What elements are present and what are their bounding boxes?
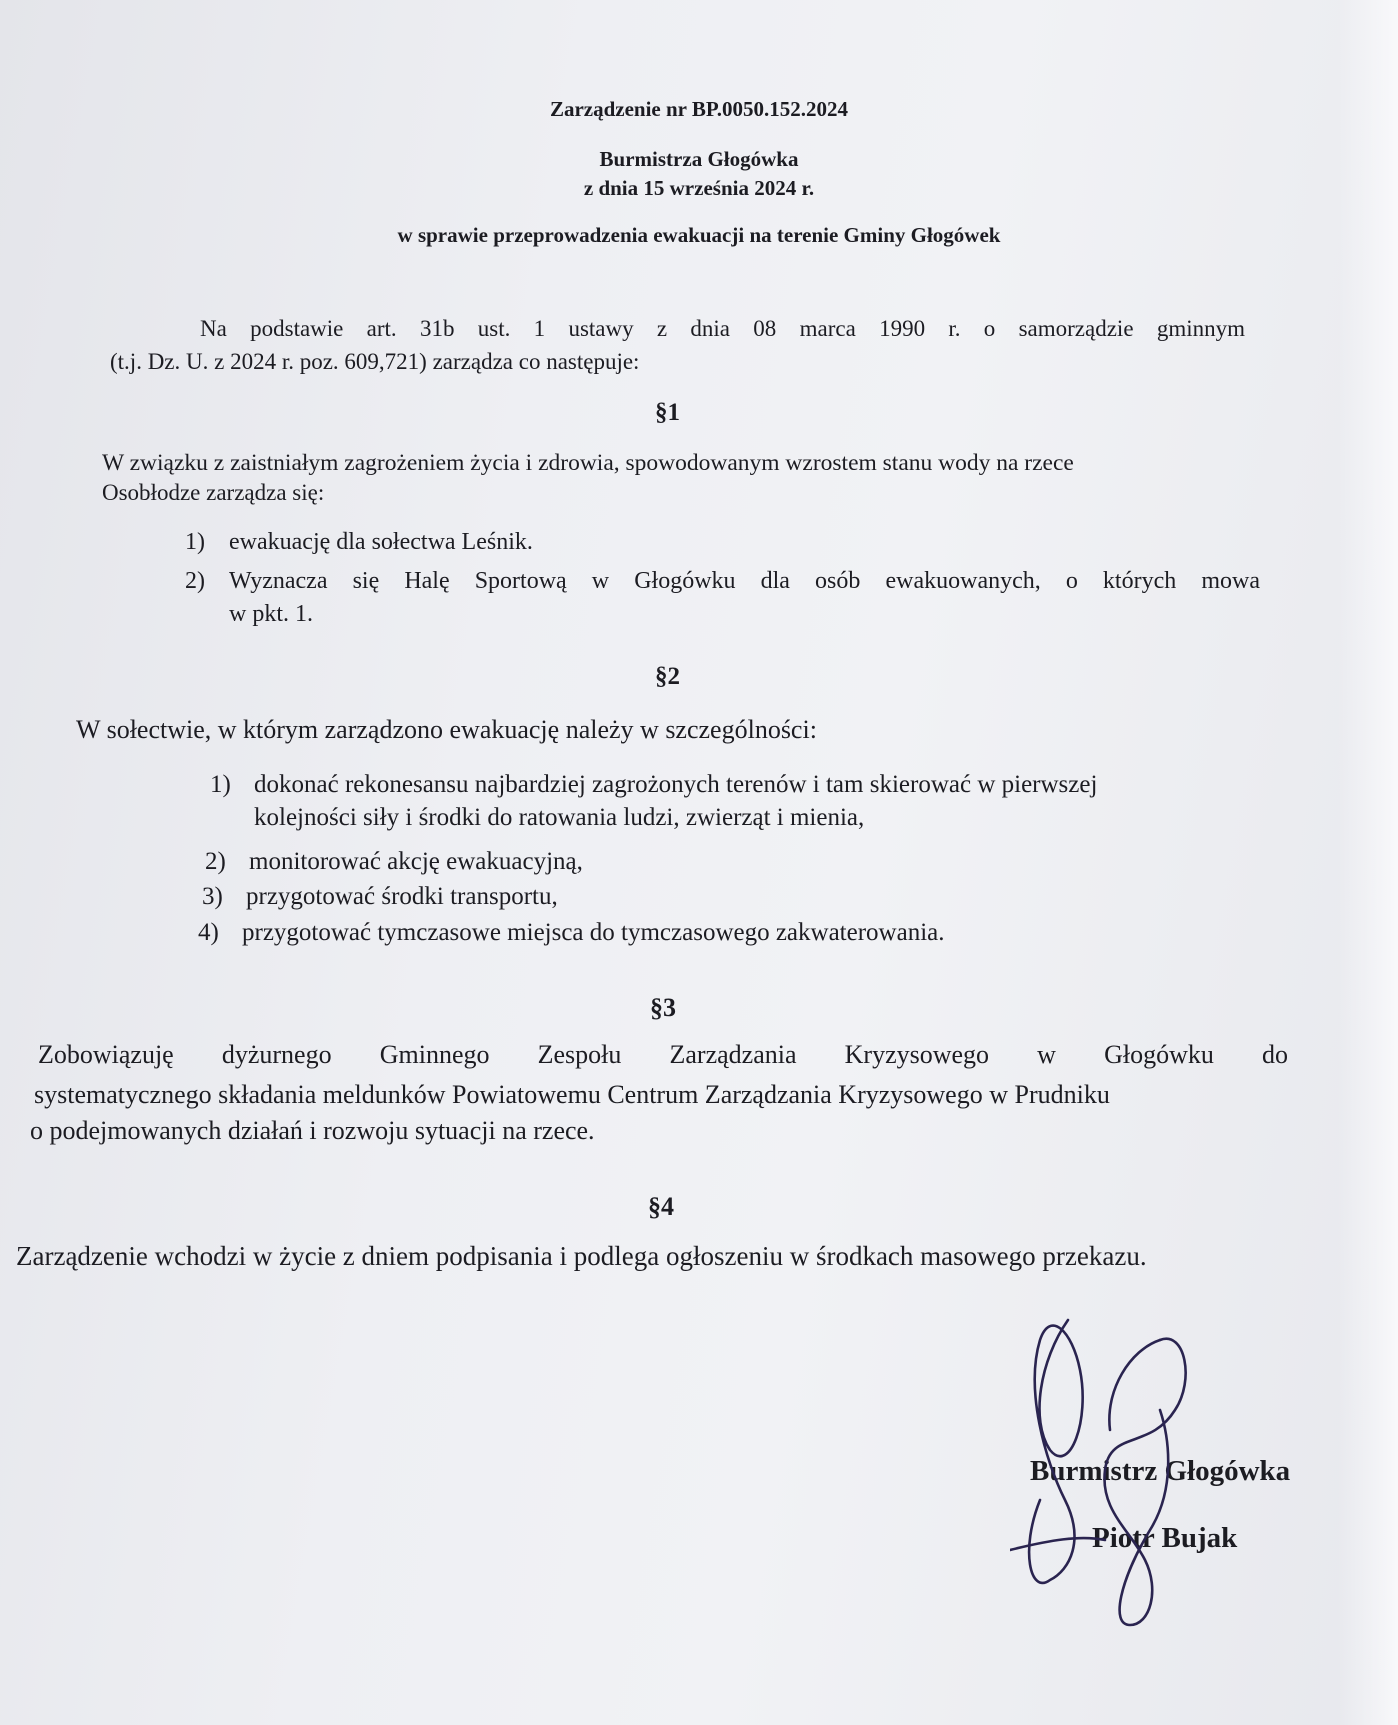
item-text: ewakuację dla sołectwa Leśnik.: [229, 529, 533, 555]
item-number: 2): [205, 848, 226, 875]
item-continuation: w pkt. 1.: [229, 601, 313, 627]
ordinance-number: Zarządzenie nr BP.0050.152.2024: [549, 97, 849, 121]
section-3-line-1: Zobowiązuję dyżurnego Gminnego Zespołu Zarządzania Kryzysowego w Głogówku do: [38, 1040, 1288, 1069]
section-4-text: Zarządzenie wchodzi w życie z dniem podpisania i podlega ogłoszeniu w środkach masowego przekazu.: [16, 1241, 1147, 1271]
item-number: 1): [210, 771, 231, 798]
item-number: 2): [185, 568, 205, 594]
signatory-title: Burmistrz Głogówka: [1030, 1455, 1291, 1487]
item-text: dokonać rekonesansu najbardziej zagrożonych terenów i tam skierować w pierwszej: [254, 771, 1098, 798]
section-3-line-2: systematycznego składania meldunków Powiatowemu Centrum Zarządzania Kryzysowego w Prudniku: [34, 1080, 1110, 1109]
section-2-intro: W sołectwie, w którym zarządzono ewakuację należy w szczególności:: [76, 715, 817, 744]
preamble-line-2: (t.j. Dz. U. z 2024 r. poz. 609,721) zarządza co następuje:: [110, 349, 640, 374]
section-4-heading: §4: [648, 1192, 674, 1221]
item-text: monitorować akcję ewakuacyjną,: [249, 848, 583, 875]
signatory-name: Piotr Bujak: [1092, 1522, 1238, 1554]
item-number: 4): [198, 919, 219, 946]
section-2-item-4: [198, 916, 945, 949]
section-2-item-3: [202, 880, 558, 913]
item-text: przygotować środki transportu,: [246, 883, 558, 910]
ordinance-date: z dnia 15 września 2024 r.: [583, 176, 815, 200]
issuing-authority: Burmistrza Głogówka: [599, 147, 799, 171]
item-number: 1): [185, 529, 205, 555]
section-2-item-1: [210, 768, 1270, 834]
signature-stroke-4: [1010, 1538, 1105, 1550]
item-number: 3): [202, 883, 223, 910]
section-2-item-2: [205, 845, 583, 878]
section-3-heading: §3: [650, 993, 676, 1022]
section-2-heading: §2: [655, 663, 680, 690]
item-text: przygotować tymczasowe miejsca do tymczasowego zakwaterowania.: [242, 919, 945, 946]
section-3-line-3: o podejmowanych działań i rozwoju sytuacji na rzece.: [30, 1116, 595, 1145]
item-text: Wyznacza się Halę Sportową w Głogówku dla osób ewakuowanych, o których mowa: [229, 568, 1260, 594]
section-1-heading: §1: [655, 399, 680, 426]
section-1-line-1: W związku z zaistniałym zagrożeniem życia i zdrowia, spowodowanym wzrostem stanu wody na rzece: [102, 450, 1074, 476]
section-1-line-2: Osobłodze zarządza się:: [102, 480, 325, 505]
item-continuation: kolejności siły i środki do ratowania ludzi, zwierząt i mienia,: [254, 804, 865, 831]
handwritten-signature: [1010, 1300, 1200, 1630]
section-1-item-2: [185, 565, 1260, 631]
ordinance-subject: w sprawie przeprowadzenia ewakuacji na terenie Gminy Głogówek: [397, 223, 1001, 247]
signature-stroke-3: [1109, 1340, 1160, 1430]
section-1-item-1: [185, 526, 533, 559]
preamble-line-1: Na podstawie art. 31b ust. 1 ustawy z dnia 08 marca 1990 r. o samorządzie gminnym: [200, 316, 1245, 341]
